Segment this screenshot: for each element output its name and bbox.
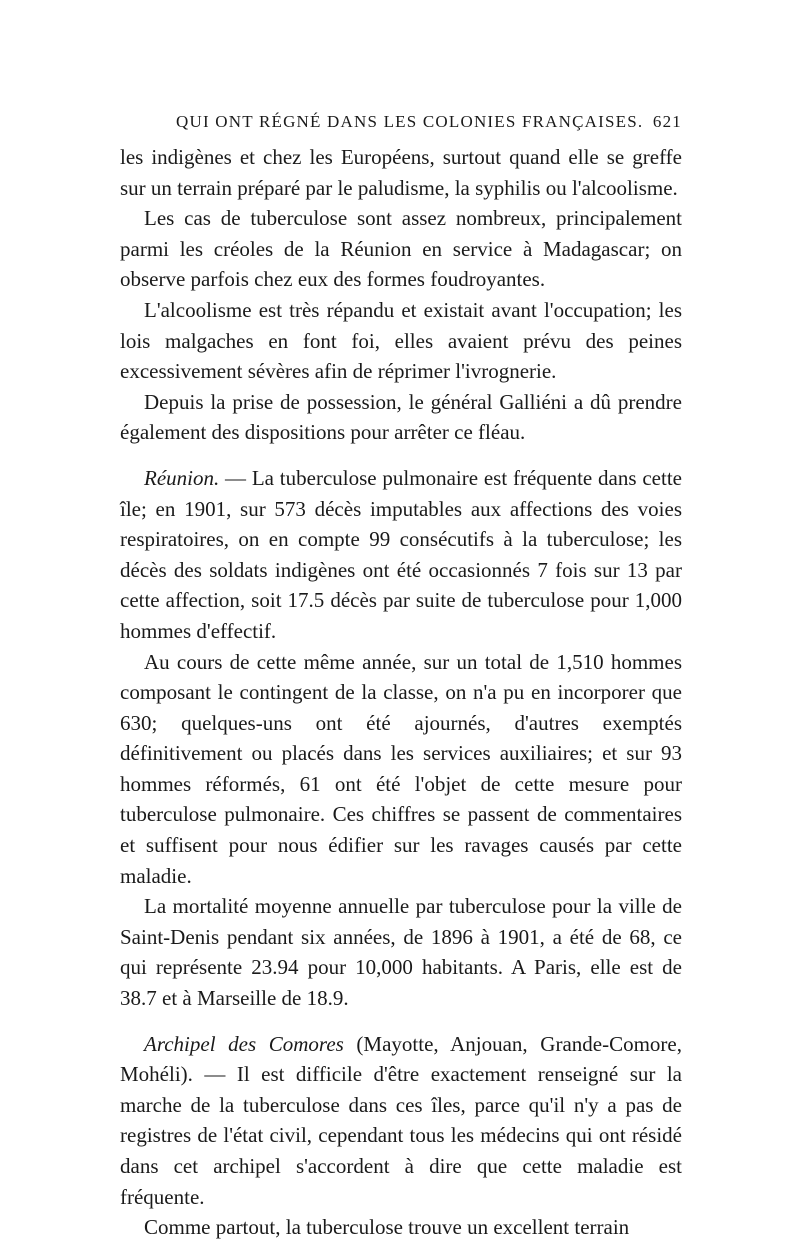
page-number: 621 <box>652 112 682 131</box>
paragraph-terrain <box>120 1212 682 1243</box>
paragraph-contingent <box>120 647 682 892</box>
paragraph-mortality <box>120 891 682 1013</box>
paragraph-text: les indigènes et chez les Européens, surtout quand elle se greffe sur un terrain préparé par le paludisme, la syphilis ou l'alcoolisme. <box>120 145 682 200</box>
paragraph-text: — La tuberculose pulmonaire est fréquente dans cette île; en 1901, sur 573 décès imputables aux affections des voies respiratoires, on en compte 99 consécutifs à la tuberculose; les décès des soldats indigènes ont été occasionnés 7 fois sur 13 par cette affection, soit 17.5 décès par suite de tuberculose pour 1,000 hommes d'effectif. <box>120 465 682 643</box>
running-header <box>120 112 682 132</box>
running-title: QUI ONT RÉGNÉ DANS LES COLONIES FRANÇAISES. <box>176 112 644 131</box>
paragraph-text: Depuis la prise de possession, le général Galliéni a dû prendre également des dispositions pour arrêter ce fléau. <box>120 389 682 445</box>
paragraph-alcoholism <box>120 295 682 387</box>
paragraph-text: L'alcoolisme est très répandu et existait avant l'occupation; les lois malgaches en font foi, elles avaient prévu des peines excessivement sévères afin de réprimer l'ivrognerie. <box>120 297 682 384</box>
paragraph-text: (Mayotte, Anjouan, Grande-Comore, Mohéli). — Il est difficile d'être exactement renseigné sur la marche de la tuberculose dans ces îles, parce qu'il n'y a pas de registres de l'état civil, cependant tous les médecins qui ont résidé dans cet archipel s'accordent à dire que cette maladie est fréquente. <box>120 1031 682 1209</box>
paragraph-gallieni <box>120 387 682 448</box>
paragraph-text: Au cours de cette même année, sur un total de 1,510 hommes composant le contingent de la classe, on n'a pu en incorporer que 630; quelques-uns ont été ajournés, d'autres exemptés définitivement ou placés dans les services auxiliaires; et sur 93 hommes réformés, 61 ont été l'objet de cette mesure pour tuberculose pulmonaire. Ces chiffres se passent de commentaires et suffisent pour nous édifier sur les ravages causés par cette maladie. <box>120 649 682 888</box>
paragraph-continuation <box>120 142 682 203</box>
paragraph-text: Comme partout, la tuberculose trouve un excellent terrain <box>144 1215 630 1240</box>
body-text <box>120 142 682 1243</box>
section-heading-comores: Archipel des Comores <box>144 1031 344 1056</box>
paragraph-tuberculosis-cases <box>120 203 682 295</box>
section-heading-reunion: Réunion. <box>144 465 220 490</box>
section-comores <box>120 1029 682 1213</box>
paragraph-text: La mortalité moyenne annuelle par tuberculose pour la ville de Saint-Denis pendant six années, de 1896 à 1901, a été de 68, ce qui représente 23.94 pour 10,000 habitants. A Paris, elle est de 38.7 et à Marseille de 18.9. <box>120 894 682 1011</box>
paragraph-text: Les cas de tuberculose sont assez nombreux, principalement parmi les créoles de la Réunion en service à Madagascar; on observe parfois chez eux des formes foudroyantes. <box>120 206 682 292</box>
section-reunion <box>120 463 682 647</box>
